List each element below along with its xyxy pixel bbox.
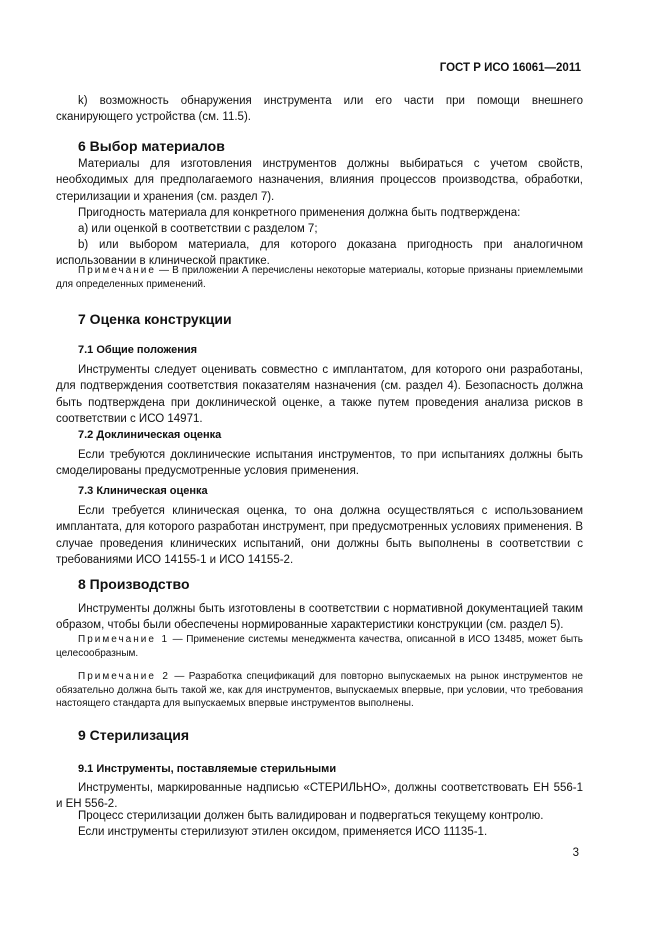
note-label: Примечание (78, 265, 156, 276)
section-7-1-text: Инструменты следует оценивать совместно с имплантатом, для которого они разработаны, для подтверждения соответствия показателям назначения (см. раздел 4). Безопасность должна быть подтверждена при доклинической оценке, а также путем проведения анализа рисков в соответствии с ИСО 14971. (56, 364, 583, 426)
section-7-2-title: 7.2 Доклиническая оценка (78, 429, 222, 441)
section-8-para-1: Инструменты должны быть изготовлены в соответствии с нормативной документацией таким образом, чтобы были обеспечены нормированные характеристики конструкции (см. раздел 5). (56, 603, 583, 632)
section-7-1-title: 7.1 Общие положения (78, 344, 198, 356)
section-7-title: 7 Оценка конструкции (78, 311, 232, 327)
section-8-note-1 (56, 633, 583, 660)
section-6-note (56, 264, 583, 291)
note-text: — В приложении А перечислены некоторые материалы, которые признаны приемлемыми для определенных применений. (56, 265, 583, 290)
section-9-1-title: 9.1 Инструменты, поставляемые стерильными (78, 763, 337, 775)
note-1-text: — Применение системы менеджмента качества, описанной в ИСО 13485, может быть целесообразным. (56, 634, 583, 659)
section-6-para-1: Материалы для изготовления инструментов должны выбираться с учетом свойств, необходимых для предполагаемого назначения, влияния процессов производства, обработки, стерилизации и хранения (см. раздел 7). (56, 158, 583, 203)
page-number: 3 (572, 847, 579, 859)
section-7-3-text: Если требуется клиническая оценка, то она должна осуществляться с использованием имплантата, для которого разработан инструмент, при предусмотренных условиях применения. В случае проведения клинических испытаний, они должны быть выполнены в соответствии с требованиями ИСО 14155-1 и ИСО 14155-2. (56, 505, 583, 567)
section-6-item-a: a) или оценкой в соответствии с разделом 7; (78, 223, 318, 235)
section-6-title: 6 Выбор материалов (78, 138, 225, 154)
section-9-1-para-3: Если инструменты стерилизуют этилен оксидом, применяется ИСО 11135-1. (78, 826, 488, 838)
section-9-1-para-2: Процесс стерилизации должен быть валидирован и подвергаться текущему контролю. (78, 810, 544, 822)
document-id: ГОСТ Р ИСО 16061—2011 (439, 62, 581, 74)
note-1-label: Примечание 1 (78, 634, 170, 645)
section-6-para-2: Пригодность материала для конкретного применения должна быть подтверждена: (78, 207, 521, 219)
section-6-item-b: b) или выбором материала, для которого доказана пригодность при аналогичном использовании в клинической практике. (56, 239, 583, 268)
section-7-2-text: Если требуются доклинические испытания инструментов, то при испытаниях должны быть смоделированы предусмотренные условия применения. (56, 449, 583, 478)
section-8-note-2 (56, 670, 583, 711)
section-9-title: 9 Стерилизация (78, 727, 190, 743)
section-7-3-title: 7.3 Клиническая оценка (78, 485, 208, 497)
section-9-1-para-1: Инструменты, маркированные надписью «СТЕРИЛЬНО», должны соответствовать ЕН 556-1 и ЕН 556-2. (56, 782, 583, 811)
section-8-title: 8 Производство (78, 576, 190, 592)
note-2-text: — Разработка спецификаций для повторно выпускаемых на рынок инструментов не обязательно должна быть такой же, как для инструментов, выпускаемых впервые, при условии, что требования настоящего стандарта для выпускаемых впервые инструментов выполнены. (56, 671, 583, 710)
item-k: k) возможность обнаружения инструмента или его части при помощи внешнего сканирующего устройства (см. 11.5). (56, 95, 583, 124)
note-2-label: Примечание 2 (78, 671, 170, 682)
